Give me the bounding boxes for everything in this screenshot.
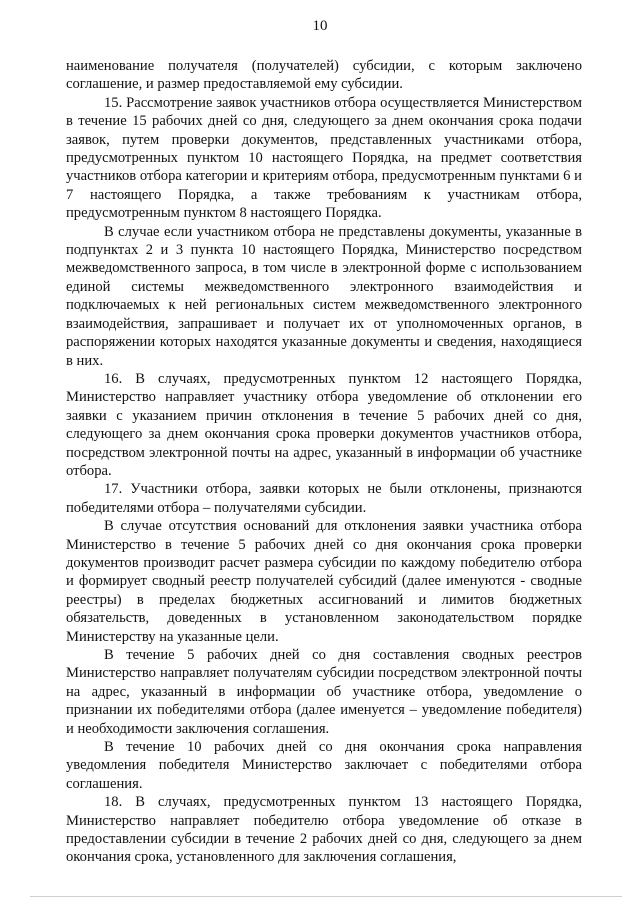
paragraph-agreement-conclusion: В течение 10 рабочих дней со дня окончания срока направления уведомления победителя Министерство заключает с победителями отбора соглашения. bbox=[66, 739, 582, 792]
paragraph-item-15: 15. Рассмотрение заявок участников отбора осуществляется Министерством в течение 15 рабочих дней со дня, следующего за днем окончания срока подачи заявок, путем проверки документов, представленных участниками отбора, предусмотренных пунктом 10 настоящего Порядка, на предмет соответствия участников отбора категории и критериям отбора, предусмотренным пунктами 6 и 7 настоящего Порядка, а также требованиям к участникам отбора, предусмотренным пунктом 8 настоящего Порядка. bbox=[66, 94, 582, 222]
paragraph-summary-registry: В случае отсутствия оснований для отклонения заявки участника отбора Министерство в течение 5 рабочих дней со дня окончания срока проверки документов производит расчет размера субсидии по каждому победителю отбора и формирует сводный реестр получателей субсидий (далее именуются - сводные реестры) в пределах бюджетных ассигнований и лимитов бюджетных обязательств, доведенных в установленном законодательством порядке Министерству на указанные цели. bbox=[66, 518, 582, 645]
paragraph-item-16: 16. В случаях, предусмотренных пунктом 12 настоящего Порядка, Министерство направляет участнику отбора уведомление об отклонении его заявки с указанием причин отклонения в течение 5 рабочих дней со дня, следующего за днем окончания срока проверки документов участников отбора, посредством электронной почты на адрес, указанный в информации об участнике отбора. bbox=[66, 370, 582, 479]
page-number: 10 bbox=[312, 18, 328, 34]
paragraph-item-17: 17. Участники отбора, заявки которых не были отклонены, признаются победителями отбора – получателями субсидии. bbox=[66, 481, 582, 516]
document-body bbox=[66, 57, 582, 867]
paragraph-winner-notice: В течение 5 рабочих дней со дня составления сводных реестров Министерство направляет получателям субсидии посредством электронной почты на адрес, указанный в информации об участнике отбора, уведомление о признании их победителями отбора (далее именуется – уведомление победителя) и необходимости заключения соглашения. bbox=[66, 647, 582, 737]
paragraph-interagency-request: В случае если участником отбора не представлены документы, указанные в подпунктах 2 и 3 пункта 10 настоящего Порядка, Министерство посредством межведомственного запроса, в том числе в электронной форме с использованием единой системы межведомственного электронного взаимодействия и подключаемых к ней региональных систем межведомственного электронного взаимодействия, запрашивает и получает их от уполномоченных органов, в распоряжении которых находятся указанные документы и сведения, находящиеся в них. bbox=[66, 223, 582, 369]
paragraph-item-18: 18. В случаях, предусмотренных пунктом 13 настоящего Порядка, Министерство направляет победителю отбора уведомление об отказе в предоставлении субсидии в течение 2 рабочих дней со дня, следующего за днем окончания срока, установленного для заключения соглашения, bbox=[66, 794, 582, 866]
scan-bottom-edge bbox=[30, 896, 622, 897]
paragraph-continuation: наименование получателя (получателей) субсидии, с которым заключено соглашение, и размер предоставляемой ему субсидии. bbox=[66, 58, 582, 93]
